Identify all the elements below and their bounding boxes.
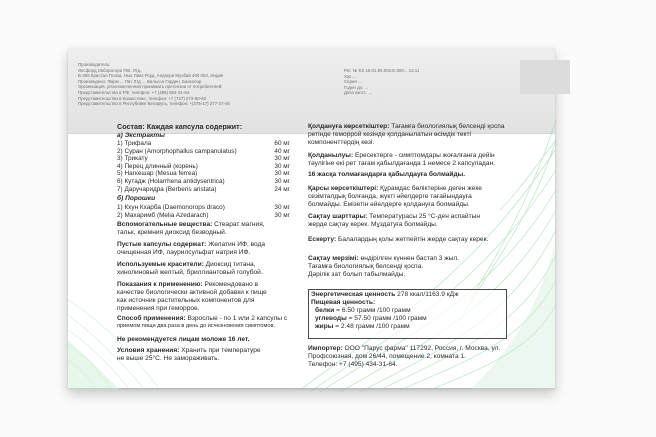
- flap-line: Представительство в Казахстане, телефон: +7 (727) 273-80-50: [78, 95, 207, 101]
- importer-label: Импортер:: [308, 345, 343, 352]
- flap-line: Производитель:: [78, 62, 111, 67]
- contra-kz-text: Құрамдас бөліктеріне деген жеке: [378, 185, 482, 192]
- usage-label: Способ применения:: [117, 315, 186, 322]
- indications-label: Показания к применению:: [117, 281, 203, 288]
- shelf-kz-label: Сақтау мерзімі:: [308, 255, 359, 262]
- ingredient-name: 5) Нагкешар (Mesua ferrea): [117, 170, 198, 178]
- shelf-kz-text: Дәрілік зат болып табылмайды.: [308, 270, 406, 278]
- nutrition-title: Пищевая ценность:: [311, 298, 376, 306]
- nutrient-name: жиры: [315, 322, 334, 330]
- ingredient-row: [117, 170, 290, 178]
- note-kz-label: Ескерту:: [308, 236, 337, 243]
- ingredient-name: 4) Перец длинный (корень): [117, 162, 198, 170]
- ingredient-name: 6) Кутадж (Holarrhena antidysentrica): [117, 177, 225, 185]
- importer-text: ООО "Парус фарма" 117292, Россия, г. Москва, ул.: [342, 345, 501, 352]
- ingredient-name: 1) Кхун Кхарба (Daemonorops draco): [117, 204, 225, 211]
- storage-kz-block: [308, 213, 480, 229]
- flap-line: Оксфорд Лаборатори Пвт. Лтд.,: [78, 67, 143, 73]
- capsule-block: [117, 241, 265, 257]
- capsule-text: Желатин ИФ, вода: [206, 241, 266, 248]
- indications-block: [117, 281, 267, 313]
- usage-kz-label: Қолданылуы:: [308, 152, 354, 159]
- indications-kz-text: компоненттердің көзі.: [308, 138, 375, 146]
- excipients-block: [117, 221, 265, 237]
- indications-text: качестве биологически активной добавки к пище: [117, 288, 267, 296]
- capsule-text: очищенная ИФ, лаурилсульфат натрия ИФ.: [117, 248, 251, 256]
- powders-title: б) Порошки: [117, 195, 156, 202]
- indications-kz-block: [308, 123, 505, 147]
- ingredient-name: 3) Трикату: [117, 155, 148, 163]
- ingredient-row: [117, 204, 290, 212]
- ingredient-row: [117, 178, 290, 186]
- dyes-label: Используемые красители:: [117, 261, 204, 268]
- contra-kz-text: сезімталдық болғанда, жүкті әйелдерге тағайындауға: [308, 192, 472, 200]
- energy-value: 278 ккал/1163.9 кДж: [397, 291, 459, 298]
- nutrient-value: = 6.50 грамм /100 грамм: [336, 306, 411, 314]
- extracts-title: а) Экстракты: [117, 132, 165, 139]
- indications-text: применения при геморрое.: [117, 304, 200, 312]
- storage-block: [117, 347, 261, 363]
- ingredient-amount: 30 мг: [274, 204, 290, 211]
- contra-kz-block: [308, 185, 482, 209]
- energy-label: Энергетическая ценность: [311, 291, 396, 298]
- nutrient-name: углеводы: [315, 314, 347, 322]
- dyes-block: [117, 261, 263, 277]
- ingredient-amount: 30 мг: [274, 170, 290, 178]
- ingredient-row: [117, 155, 290, 163]
- ingredient-name: 2) Суран (Amorphophallus campanulatus): [117, 147, 237, 155]
- shelf-kz-text: Тағамға биологиялық белсенді қоспа.: [308, 262, 424, 270]
- flap-text-left: [78, 62, 230, 107]
- excipients-text: тальк, кремния диоксид безводный.: [117, 228, 227, 236]
- capsule-label: Пустые капсулы содержат:: [117, 241, 207, 248]
- indications-text: Рекомендовано в: [202, 281, 258, 288]
- note-kz-block: [308, 236, 488, 244]
- usage-kz-block: [308, 152, 495, 168]
- storage-text: Хранить при температуре: [179, 347, 261, 354]
- nutrient-name: белки: [315, 306, 335, 314]
- usage-text: Взрослые - по 1 или 2 капсулы с: [185, 315, 288, 322]
- indications-kz-label: Қолдануға көрсеткіштер:: [308, 123, 390, 130]
- ingredient-row: [117, 148, 290, 156]
- composition-title: Состав: Каждая капсула содержит:: [117, 122, 243, 131]
- extracts-list: [117, 140, 290, 193]
- nutrition-facts: [311, 291, 459, 331]
- flap-line: Хүк ...: [344, 73, 356, 79]
- ingredient-amount: 30 мг: [274, 177, 290, 185]
- indications-text: как источник растительных компонентов для: [117, 296, 255, 304]
- ingredient-row: [117, 163, 290, 171]
- ingredient-name: 2) Махаримб (Melia Azedarach): [117, 211, 209, 219]
- storage-kz-label: Сақтау шарттары:: [308, 213, 368, 220]
- usage-kz-text: Ересектерге - симптомдары жоғалғанға дейін: [353, 152, 495, 159]
- storage-kz-text: жерде сақтау керек. Мұздатуға болмайды.: [308, 220, 438, 228]
- nutrient-value: = 2.48 грамм /100 грамм: [335, 322, 410, 330]
- contra-kz-label: Қарсы көрсеткіштері:: [308, 185, 379, 192]
- usage-block: [117, 315, 287, 331]
- ingredient-amount: 30 мг: [274, 155, 290, 163]
- excipients-label: Вспомогательные вещества:: [117, 221, 213, 228]
- ingredient-row: [117, 212, 290, 220]
- flap-text-right: [344, 68, 419, 96]
- age-warning-kz: 16 жасқа толмағандарға қабылдауға болмайды.: [308, 171, 466, 178]
- flap-line: Представительство в РФ, телефон: +7 (495) 604-31-64: [78, 89, 190, 95]
- shelf-kz-block: [308, 255, 459, 279]
- flap-line: Дата изгот.: ...: [344, 90, 373, 96]
- ingredient-amount: 60 мг: [274, 140, 290, 147]
- flap-line: Б-306 Кристал Плаза, Нью Линк Роуд, Андхери Муэбай 400 053, Индия: [78, 73, 224, 79]
- shelf-kz-text: өндірілген күннен бастап 3 жыл.: [358, 255, 460, 262]
- note-kz-text: Балалардың қолы жетпейтін жерде сақтау керек.: [336, 236, 489, 243]
- flap-line: Рег. № KZ.16.01.95.003.Е.000... 13.11: [344, 68, 420, 73]
- flap-line: Представительство в Республике Беларусь, телефон: +(375-17) 277-27-46: [78, 101, 230, 107]
- flap-line: Произведено: Фарм ... Пвт Лтд ... Вильсон Гарден, Бангалор: [78, 78, 202, 84]
- importer-block: [308, 345, 500, 369]
- storage-label: Условия хранения:: [117, 347, 180, 354]
- indications-kz-text: Тағамға биологиялық белсенді қоспа: [389, 123, 505, 130]
- ingredient-amount: 24 мг: [274, 185, 290, 193]
- storage-kz-text: Температурасы 25 °С-ден аспайтын: [367, 213, 480, 220]
- ingredient-row: [117, 140, 290, 148]
- indications-kz-text: ретінде геморрой кезінде қолданылатын өсімдік текті: [308, 130, 471, 138]
- excipients-text: Стеарат магния,: [212, 221, 265, 228]
- ingredient-name: 1) Трифала: [117, 140, 152, 147]
- flap-line: Организация, уполномоченная принимать претензии от потребителей:: [78, 84, 223, 90]
- contra-kz-text: болмайды. Емізетін әйелдерге қолдануға болмайды.: [308, 200, 470, 208]
- flap-line: Серия ...: [344, 79, 362, 85]
- powders-list: [117, 204, 290, 219]
- ingredient-name: 7) Даручаридра (Berberis aristata): [117, 185, 217, 193]
- importer-text: Профсоюзная, дом 26/44, помещение 2, комната 1.: [308, 352, 466, 360]
- ingredient-row: [117, 186, 290, 194]
- dyes-text: хинолиновый желтый, бриллиантовый голубой.: [117, 268, 263, 276]
- usage-kz-text: тәулігіне екі рет тағам қабылдағанда 1 немесе 2 капсуладан.: [308, 159, 496, 167]
- storage-text: не выше 25°С. Не замораживать.: [117, 354, 220, 362]
- ingredient-amount: 40 мг: [274, 147, 290, 155]
- flap-line: Годен до: ...: [344, 84, 369, 90]
- usage-text: приемом пищи два раза в день до исчезновения симптомов.: [117, 322, 276, 329]
- nutrient-value: = 57.50 грамм /100 грамм: [348, 314, 427, 322]
- importer-text: Телефон: +7 (495) 434-31-64.: [308, 360, 398, 368]
- dyes-text: Диоксид титана,: [203, 261, 256, 268]
- ingredient-amount: 30 мг: [274, 211, 290, 219]
- ingredient-amount: 30 мг: [274, 162, 290, 170]
- age-warning: Не рекомендуется лицам моложе 16 лет.: [117, 336, 250, 343]
